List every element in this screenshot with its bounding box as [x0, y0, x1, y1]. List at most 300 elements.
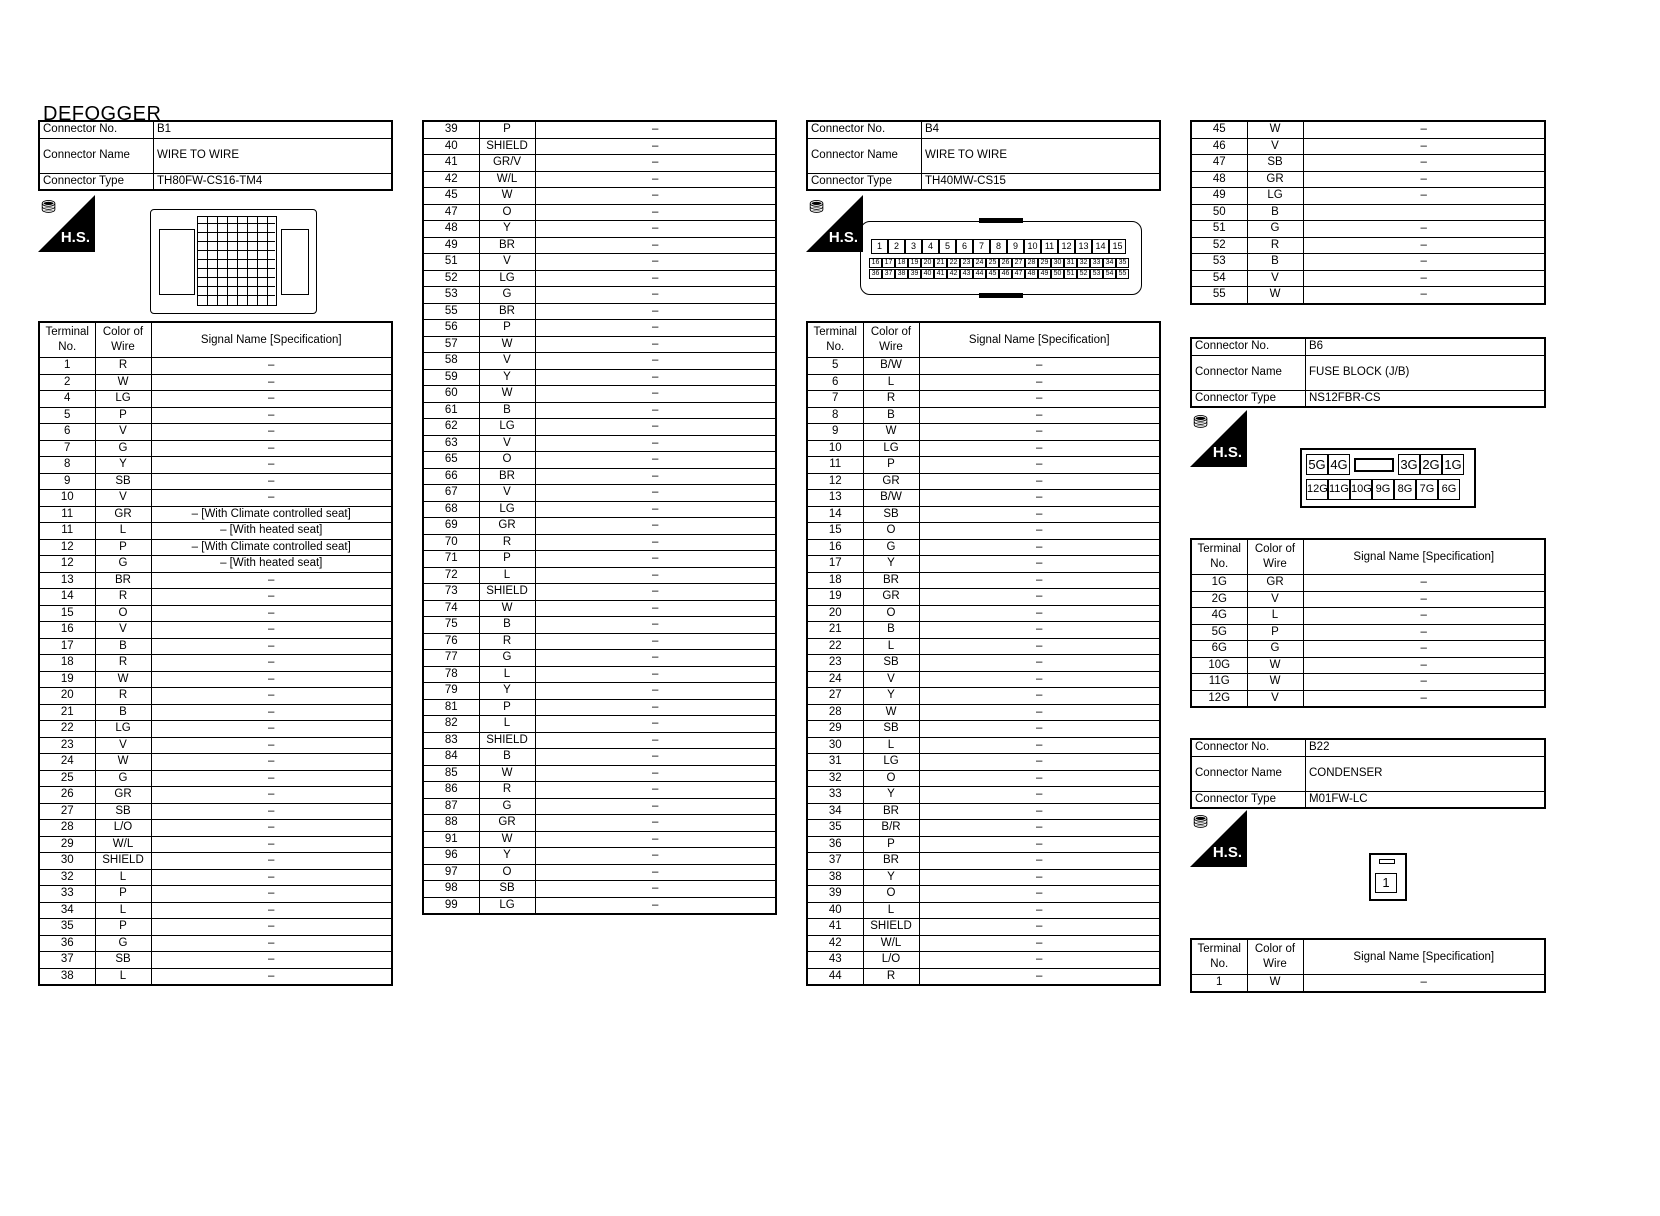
- signal-cell: –: [151, 919, 392, 936]
- terminal-cell: 37: [39, 952, 95, 969]
- table-row: [1191, 690, 1545, 707]
- terminal-cell: 32: [807, 770, 863, 787]
- terminal-cell: 72: [423, 567, 479, 584]
- table-row: [807, 688, 1160, 705]
- table-row: [423, 270, 776, 287]
- terminal-cell: 56: [423, 320, 479, 337]
- terminal-cell: 5: [39, 407, 95, 424]
- terminal-cell: 71: [423, 551, 479, 568]
- signal-cell: –: [535, 584, 776, 601]
- color-cell: O: [863, 886, 919, 903]
- table-row: [423, 551, 776, 568]
- signal-cell: –: [919, 457, 1160, 474]
- connector-pin: 5G: [1306, 454, 1328, 475]
- color-cell: SB: [479, 881, 535, 898]
- terminal-cell: 98: [423, 881, 479, 898]
- b4-name-label: Connector Name: [807, 138, 922, 173]
- table-row: [423, 386, 776, 403]
- signal-cell: –: [919, 869, 1160, 886]
- terminal-cell: 53: [1191, 254, 1247, 271]
- terminal-cell: 99: [423, 897, 479, 914]
- signal-cell: –: [919, 968, 1160, 985]
- harness-side-icon: ⛃: [41, 197, 57, 217]
- b6-name-label: Connector Name: [1191, 355, 1306, 390]
- connector-pin: 41: [934, 269, 947, 279]
- signal-cell: –: [919, 820, 1160, 837]
- harness-side-icon: ⛃: [1193, 412, 1209, 432]
- table-row: [807, 754, 1160, 771]
- signal-cell: –: [919, 770, 1160, 787]
- terminal-cell: 35: [807, 820, 863, 837]
- color-cell: R: [863, 391, 919, 408]
- color-cell: O: [479, 864, 535, 881]
- table-row: [423, 353, 776, 370]
- table-row: [423, 831, 776, 848]
- color-cell: W: [1247, 674, 1303, 691]
- color-cell: V: [1247, 591, 1303, 608]
- table-row: [39, 506, 392, 523]
- table-row: [807, 424, 1160, 441]
- table-row: [39, 490, 392, 507]
- table-row: [423, 155, 776, 172]
- terminal-cell: 37: [807, 853, 863, 870]
- terminal-cell: 52: [1191, 237, 1247, 254]
- table-row: [39, 572, 392, 589]
- terminal-cell: 27: [807, 688, 863, 705]
- signal-cell: –: [919, 737, 1160, 754]
- color-cell: G: [95, 556, 151, 573]
- hs-label: H.S.: [60, 229, 90, 246]
- connector-pin: 21: [934, 258, 947, 268]
- signal-cell: –: [151, 688, 392, 705]
- signal-cell: –: [535, 881, 776, 898]
- terminal-cell: 47: [1191, 155, 1247, 172]
- color-cell: SHIELD: [479, 732, 535, 749]
- terminal-cell: 36: [39, 935, 95, 952]
- color-cell: R: [1247, 237, 1303, 254]
- table-row: [39, 622, 392, 639]
- table-row: [423, 815, 776, 832]
- terminal-cell: 12G: [1191, 690, 1247, 707]
- signal-cell: –: [535, 534, 776, 551]
- terminal-cell: 51: [1191, 221, 1247, 238]
- signal-cell: –: [535, 666, 776, 683]
- terminal-cell: 33: [39, 886, 95, 903]
- color-cell: P: [479, 121, 535, 138]
- table-row: [807, 605, 1160, 622]
- color-cell: W: [1247, 287, 1303, 304]
- color-cell: Y: [479, 369, 535, 386]
- b1-info-table: [38, 120, 393, 191]
- color-cell: LG: [479, 501, 535, 518]
- terminal-cell: 38: [39, 968, 95, 985]
- table-row: [39, 869, 392, 886]
- table-row: [423, 765, 776, 782]
- signal-cell: –: [919, 605, 1160, 622]
- table-row: [1191, 121, 1545, 138]
- signal-cell: –: [919, 374, 1160, 391]
- b6-type-label: Connector Type: [1191, 390, 1306, 407]
- color-cell: L: [863, 638, 919, 655]
- table-row: [1191, 608, 1545, 625]
- terminal-cell: 65: [423, 452, 479, 469]
- signal-cell: –: [535, 402, 776, 419]
- connector-pin: 3G: [1398, 454, 1420, 475]
- signal-cell: –: [1303, 591, 1545, 608]
- table-row: [39, 424, 392, 441]
- signal-cell: –: [919, 506, 1160, 523]
- color-cell: W: [95, 671, 151, 688]
- terminal-cell: 86: [423, 782, 479, 799]
- table-row: [423, 782, 776, 799]
- terminal-cell: 33: [807, 787, 863, 804]
- signal-cell: –: [1303, 270, 1545, 287]
- terminal-cell: 11: [39, 523, 95, 540]
- connector-pin: 12: [1058, 239, 1075, 254]
- color-cell: SB: [863, 721, 919, 738]
- terminal-cell: 8: [39, 457, 95, 474]
- signal-cell: –: [151, 886, 392, 903]
- b4-connector-no: B4: [922, 121, 1161, 138]
- color-cell: O: [95, 605, 151, 622]
- color-cell: P: [95, 886, 151, 903]
- color-cell: L/O: [863, 952, 919, 969]
- table-row: [39, 820, 392, 837]
- connector-pin: 27: [1012, 258, 1025, 268]
- color-cell: GR: [479, 518, 535, 535]
- color-header: Color of Wire: [1247, 539, 1303, 575]
- table-row: [807, 886, 1160, 903]
- terminal-header: Terminal No.: [39, 322, 95, 358]
- color-cell: SB: [95, 803, 151, 820]
- table-row: [807, 523, 1160, 540]
- terminal-cell: 70: [423, 534, 479, 551]
- table-row: [423, 369, 776, 386]
- terminal-cell: 11: [39, 506, 95, 523]
- b6-info-table: [1190, 337, 1546, 408]
- connector-pin: 49: [1038, 269, 1051, 279]
- terminal-cell: 52: [423, 270, 479, 287]
- terminal-cell: 55: [423, 303, 479, 320]
- color-cell: GR: [1247, 575, 1303, 592]
- color-cell: R: [95, 358, 151, 375]
- signal-cell: –: [919, 391, 1160, 408]
- table-row: [807, 770, 1160, 787]
- table-row: [39, 589, 392, 606]
- connector-pin: 4G: [1328, 454, 1350, 475]
- terminal-cell: 66: [423, 468, 479, 485]
- b22-pin-label: 1: [1375, 873, 1397, 893]
- signal-cell: –: [1303, 674, 1545, 691]
- b22-info-table: [1190, 738, 1546, 809]
- terminal-cell: 1: [39, 358, 95, 375]
- table-row: [423, 881, 776, 898]
- table-row: [39, 935, 392, 952]
- terminal-cell: 79: [423, 683, 479, 700]
- color-cell: Y: [863, 869, 919, 886]
- connector-pin: 48: [1025, 269, 1038, 279]
- signal-cell: –: [535, 617, 776, 634]
- terminal-cell: 51: [423, 254, 479, 271]
- table-row: [39, 704, 392, 721]
- terminal-cell: 9: [39, 473, 95, 490]
- color-cell: B/W: [863, 490, 919, 507]
- terminal-cell: 59: [423, 369, 479, 386]
- signal-cell: –: [919, 655, 1160, 672]
- signal-cell: –: [919, 952, 1160, 969]
- terminal-header: Terminal No.: [807, 322, 863, 358]
- terminal-cell: 40: [423, 138, 479, 155]
- color-cell: B: [1247, 254, 1303, 271]
- terminal-cell: 87: [423, 798, 479, 815]
- terminal-cell: 24: [807, 671, 863, 688]
- terminal-cell: 20: [39, 688, 95, 705]
- color-cell: LG: [95, 391, 151, 408]
- table-row: [807, 457, 1160, 474]
- connector-pin: 24: [973, 258, 986, 268]
- table-row: [423, 732, 776, 749]
- table-row: [1191, 591, 1545, 608]
- table-row: [423, 716, 776, 733]
- terminal-cell: 28: [39, 820, 95, 837]
- b1-terminal-table-continued: [422, 120, 777, 915]
- table-row: [1191, 155, 1545, 172]
- color-cell: GR/V: [479, 155, 535, 172]
- signal-cell: –: [919, 556, 1160, 573]
- terminal-cell: 48: [423, 221, 479, 238]
- b4-connector-type: TH40MW-CS15: [922, 173, 1161, 190]
- color-cell: O: [479, 204, 535, 221]
- signal-cell: –: [535, 716, 776, 733]
- table-row: [39, 770, 392, 787]
- signal-cell: – [With heated seat]: [151, 523, 392, 540]
- terminal-cell: 10: [39, 490, 95, 507]
- terminal-cell: 88: [423, 815, 479, 832]
- color-cell: LG: [863, 754, 919, 771]
- signal-cell: –: [535, 353, 776, 370]
- terminal-cell: 83: [423, 732, 479, 749]
- table-row: [807, 622, 1160, 639]
- connector-pin: 8: [990, 239, 1007, 254]
- color-cell: W/L: [863, 935, 919, 952]
- table-row: [423, 336, 776, 353]
- table-row: [1191, 204, 1545, 221]
- signal-header: Signal Name [Specification]: [1303, 539, 1545, 575]
- color-cell: L: [479, 567, 535, 584]
- signal-cell: –: [535, 121, 776, 138]
- signal-cell: –: [919, 358, 1160, 375]
- signal-cell: –: [151, 655, 392, 672]
- b1-connector-no: B1: [154, 121, 393, 138]
- terminal-cell: 43: [807, 952, 863, 969]
- table-row: [807, 853, 1160, 870]
- color-cell: W: [95, 374, 151, 391]
- signal-cell: –: [919, 572, 1160, 589]
- signal-cell: –: [535, 683, 776, 700]
- signal-cell: –: [151, 638, 392, 655]
- color-cell: V: [1247, 270, 1303, 287]
- signal-cell: –: [151, 440, 392, 457]
- terminal-cell: 44: [807, 968, 863, 985]
- signal-cell: –: [535, 435, 776, 452]
- terminal-cell: 29: [807, 721, 863, 738]
- color-cell: G: [479, 798, 535, 815]
- color-cell: L: [1247, 608, 1303, 625]
- color-cell: P: [95, 539, 151, 556]
- connector-pin: 53: [1090, 269, 1103, 279]
- color-cell: V: [479, 353, 535, 370]
- terminal-cell: 84: [423, 749, 479, 766]
- signal-cell: –: [535, 287, 776, 304]
- connector-pin: 30: [1051, 258, 1064, 268]
- color-cell: L/O: [95, 820, 151, 837]
- b4-terminal-table: [806, 321, 1161, 986]
- b1-type-label: Connector Type: [39, 173, 154, 190]
- table-row: [807, 407, 1160, 424]
- b22-connector-no: B22: [1306, 739, 1546, 756]
- hs-label: H.S.: [828, 229, 858, 246]
- terminal-header: Terminal No.: [1191, 939, 1247, 975]
- signal-cell: –: [535, 237, 776, 254]
- terminal-cell: 61: [423, 402, 479, 419]
- signal-cell: –: [535, 765, 776, 782]
- terminal-cell: 69: [423, 518, 479, 535]
- color-cell: V: [95, 424, 151, 441]
- table-row: [1191, 575, 1545, 592]
- signal-cell: –: [1303, 690, 1545, 707]
- color-cell: B: [479, 617, 535, 634]
- color-cell: P: [479, 551, 535, 568]
- signal-cell: –: [151, 853, 392, 870]
- color-cell: R: [95, 589, 151, 606]
- signal-cell: –: [919, 407, 1160, 424]
- hs-label: H.S.: [1212, 444, 1242, 461]
- terminal-cell: 11: [807, 457, 863, 474]
- terminal-cell: 34: [39, 902, 95, 919]
- signal-cell: –: [919, 539, 1160, 556]
- table-row: [423, 171, 776, 188]
- color-cell: B/W: [863, 358, 919, 375]
- color-cell: Y: [95, 457, 151, 474]
- terminal-cell: 19: [39, 671, 95, 688]
- b4-info-table: [806, 120, 1161, 191]
- color-cell: O: [863, 770, 919, 787]
- terminal-cell: 19: [807, 589, 863, 606]
- color-cell: G: [95, 770, 151, 787]
- signal-cell: –: [535, 551, 776, 568]
- terminal-cell: 38: [807, 869, 863, 886]
- terminal-cell: 42: [807, 935, 863, 952]
- signal-cell: –: [1303, 138, 1545, 155]
- color-cell: B: [1247, 204, 1303, 221]
- terminal-cell: 41: [807, 919, 863, 936]
- color-cell: LG: [95, 721, 151, 738]
- signal-cell: –: [919, 589, 1160, 606]
- table-row: [807, 836, 1160, 853]
- signal-cell: –: [535, 782, 776, 799]
- signal-cell: –: [535, 155, 776, 172]
- terminal-cell: 10: [807, 440, 863, 457]
- color-cell: V: [863, 671, 919, 688]
- signal-cell: –: [919, 902, 1160, 919]
- table-row: [39, 886, 392, 903]
- color-cell: G: [95, 935, 151, 952]
- connector-pin: 22: [947, 258, 960, 268]
- terminal-cell: 96: [423, 848, 479, 865]
- table-row: [807, 935, 1160, 952]
- terminal-cell: 62: [423, 419, 479, 436]
- table-row: [423, 452, 776, 469]
- signal-cell: –: [919, 704, 1160, 721]
- table-row: [423, 320, 776, 337]
- color-cell: SB: [863, 506, 919, 523]
- table-row: [807, 869, 1160, 886]
- color-cell: P: [1247, 624, 1303, 641]
- table-row: [39, 407, 392, 424]
- table-row: [1191, 975, 1545, 992]
- terminal-cell: 30: [39, 853, 95, 870]
- signal-cell: –: [1303, 155, 1545, 172]
- terminal-cell: 26: [39, 787, 95, 804]
- connector-pin: 11: [1041, 239, 1058, 254]
- signal-cell: –: [919, 473, 1160, 490]
- signal-cell: –: [535, 815, 776, 832]
- table-row: [423, 204, 776, 221]
- table-row: [39, 358, 392, 375]
- connector-pin: 17: [882, 258, 895, 268]
- table-row: [39, 952, 392, 969]
- signal-cell: –: [535, 518, 776, 535]
- signal-cell: –: [535, 798, 776, 815]
- signal-cell: –: [919, 721, 1160, 738]
- signal-cell: –: [535, 188, 776, 205]
- table-row: [807, 506, 1160, 523]
- signal-cell: –: [535, 320, 776, 337]
- signal-cell: –: [1303, 657, 1545, 674]
- terminal-cell: 1: [1191, 975, 1247, 992]
- terminal-cell: 12: [807, 473, 863, 490]
- color-cell: LG: [1247, 188, 1303, 205]
- color-cell: R: [95, 688, 151, 705]
- signal-cell: –: [151, 721, 392, 738]
- terminal-cell: 2: [39, 374, 95, 391]
- color-cell: P: [95, 919, 151, 936]
- color-cell: G: [479, 287, 535, 304]
- signal-cell: –: [1303, 121, 1545, 138]
- table-row: [39, 440, 392, 457]
- signal-cell: –: [535, 485, 776, 502]
- signal-cell: –: [919, 440, 1160, 457]
- connector-pin: 29: [1038, 258, 1051, 268]
- table-row: [39, 391, 392, 408]
- color-header: Color of Wire: [863, 322, 919, 358]
- table-row: [1191, 641, 1545, 658]
- table-row: [1191, 657, 1545, 674]
- color-cell: SB: [95, 952, 151, 969]
- signal-header: Signal Name [Specification]: [919, 322, 1160, 358]
- connector-pin: 8G: [1394, 479, 1416, 500]
- table-row: [423, 402, 776, 419]
- signal-cell: –: [151, 358, 392, 375]
- signal-cell: –: [151, 572, 392, 589]
- color-cell: V: [479, 435, 535, 452]
- signal-cell: –: [151, 407, 392, 424]
- connector-pin: 1: [871, 239, 888, 254]
- b22-terminal-table: [1190, 938, 1546, 993]
- signal-cell: –: [535, 254, 776, 271]
- connector-pin: 32: [1077, 258, 1090, 268]
- b4-type-label: Connector Type: [807, 173, 922, 190]
